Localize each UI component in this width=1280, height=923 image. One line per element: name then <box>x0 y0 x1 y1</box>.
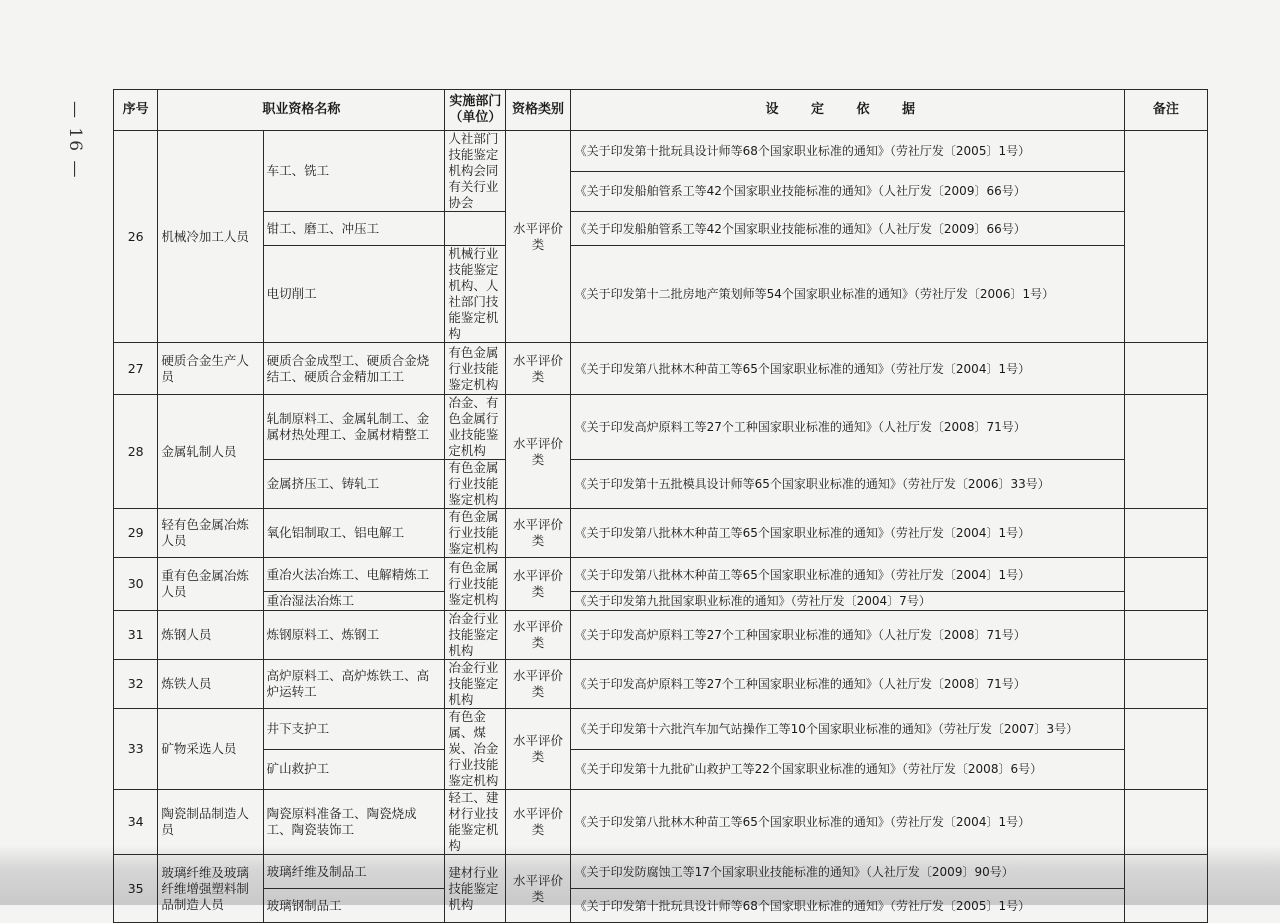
department: 冶金行业技能鉴定机构 <box>445 660 506 709</box>
department: 有色金属行业技能鉴定机构 <box>445 558 506 611</box>
row-number: 29 <box>114 509 158 558</box>
remark-cell <box>1124 855 1207 923</box>
qualification-name: 玻璃纤维及玻璃纤维增强塑料制品制造人员 <box>158 855 263 923</box>
qualification-category: 水平评价类 <box>506 790 570 855</box>
basis-document: 《关于印发第十批玩具设计师等68个国家职业标准的通知》（劳社厅发〔2005〕1号） <box>570 889 1124 923</box>
basis-document: 《关于印发第八批林木种苗工等65个国家职业标准的通知》（劳社厅发〔2004〕1号） <box>570 343 1124 395</box>
row-number: 27 <box>114 343 158 395</box>
basis-document: 《关于印发第十二批房地产策划师等54个国家职业标准的通知》（劳社厅发〔2006〕1号） <box>570 246 1124 343</box>
table-row <box>114 709 1208 750</box>
remark-cell <box>1124 709 1207 790</box>
remark-cell <box>1124 509 1207 558</box>
sub-occupation: 陶瓷原料准备工、陶瓷烧成工、陶瓷装饰工 <box>263 790 445 855</box>
header-name: 职业资格名称 <box>158 90 445 131</box>
basis-document: 《关于印发第八批林木种苗工等65个国家职业标准的通知》（劳社厅发〔2004〕1号） <box>570 790 1124 855</box>
qualification-category: 水平评价类 <box>506 611 570 660</box>
remark-cell <box>1124 558 1207 611</box>
sub-occupation: 玻璃纤维及制品工 <box>263 855 445 889</box>
basis-document: 《关于印发第九批国家职业标准的通知》（劳社厅发〔2004〕7号） <box>570 592 1124 611</box>
qualification-name: 重有色金属冶炼人员 <box>158 558 263 611</box>
table-row <box>114 592 1208 611</box>
qualification-table <box>113 89 1208 923</box>
department: 有色金属行业技能鉴定机构 <box>445 460 506 509</box>
page-number: — 16 — <box>65 100 85 180</box>
qualification-name: 陶瓷制品制造人员 <box>158 790 263 855</box>
row-number: 32 <box>114 660 158 709</box>
qualification-category: 水平评价类 <box>506 660 570 709</box>
sub-occupation: 玻璃钢制品工 <box>263 889 445 923</box>
sub-occupation: 电切削工 <box>263 246 445 343</box>
header-cat: 资格类别 <box>506 90 570 131</box>
table-row <box>114 889 1208 923</box>
row-number: 31 <box>114 611 158 660</box>
qualification-category: 水平评价类 <box>506 343 570 395</box>
row-number: 35 <box>114 855 158 923</box>
qualification-name: 矿物采选人员 <box>158 709 263 790</box>
table-row <box>114 509 1208 558</box>
sub-occupation: 硬质合金成型工、硬质合金烧结工、硬质合金精加工工 <box>263 343 445 395</box>
remark-cell <box>1124 790 1207 855</box>
sub-occupation: 矿山救护工 <box>263 749 445 790</box>
department: 有色金属、煤炭、冶金行业技能鉴定机构 <box>445 709 506 790</box>
qualification-category: 水平评价类 <box>506 709 570 790</box>
basis-document: 《关于印发防腐蚀工等17个国家职业技能标准的通知》（人社厅发〔2009〕90号） <box>570 855 1124 889</box>
row-number: 34 <box>114 790 158 855</box>
department: 建材行业技能鉴定机构 <box>445 855 506 923</box>
table-row <box>114 790 1208 855</box>
basis-document: 《关于印发高炉原料工等27个工种国家职业标准的通知》（人社厅发〔2008〕71号） <box>570 395 1124 460</box>
table-row <box>114 246 1208 343</box>
department: 冶金行业技能鉴定机构 <box>445 611 506 660</box>
basis-document: 《关于印发第十批玩具设计师等68个国家职业标准的通知》（劳社厅发〔2005〕1号） <box>570 131 1124 172</box>
basis-document: 《关于印发高炉原料工等27个工种国家职业标准的通知》（人社厅发〔2008〕71号） <box>570 611 1124 660</box>
table-row <box>114 395 1208 460</box>
sub-occupation: 车工、铣工 <box>263 131 445 212</box>
basis-document: 《关于印发第八批林木种苗工等65个国家职业标准的通知》（劳社厅发〔2004〕1号） <box>570 509 1124 558</box>
sub-occupation: 金属挤压工、铸轧工 <box>263 460 445 509</box>
sub-occupation: 氧化铝制取工、铝电解工 <box>263 509 445 558</box>
department: 轻工、建材行业技能鉴定机构 <box>445 790 506 855</box>
department: 有色金属行业技能鉴定机构 <box>445 509 506 558</box>
header-no: 序号 <box>114 90 158 131</box>
table-header-row <box>114 90 1208 131</box>
header-remark: 备注 <box>1124 90 1207 131</box>
sub-occupation: 高炉原料工、高炉炼铁工、高炉运转工 <box>263 660 445 709</box>
row-number: 33 <box>114 709 158 790</box>
department: 冶金、有色金属行业技能鉴定机构 <box>445 395 506 460</box>
qualification-name: 金属轧制人员 <box>158 395 263 509</box>
sub-occupation: 炼钢原料工、炼钢工 <box>263 611 445 660</box>
table-row <box>114 855 1208 889</box>
row-number: 30 <box>114 558 158 611</box>
basis-document: 《关于印发船舶管系工等42个国家职业技能标准的通知》（人社厅发〔2009〕66号） <box>570 212 1124 246</box>
qualification-name: 炼铁人员 <box>158 660 263 709</box>
table-row <box>114 460 1208 509</box>
remark-cell <box>1124 660 1207 709</box>
sub-occupation: 井下支护工 <box>263 709 445 750</box>
row-number: 28 <box>114 395 158 509</box>
remark-cell <box>1124 343 1207 395</box>
sub-occupation: 钳工、磨工、冲压工 <box>263 212 445 246</box>
department <box>445 212 506 246</box>
department: 有色金属行业技能鉴定机构 <box>445 343 506 395</box>
qualification-category: 水平评价类 <box>506 855 570 923</box>
qualification-name: 硬质合金生产人员 <box>158 343 263 395</box>
table-row <box>114 212 1208 246</box>
basis-document: 《关于印发第十九批矿山救护工等22个国家职业标准的通知》（劳社厅发〔2008〕6号） <box>570 749 1124 790</box>
table-row <box>114 558 1208 592</box>
table-row <box>114 131 1208 172</box>
basis-document: 《关于印发第十六批汽车加气站操作工等10个国家职业标准的通知》（劳社厅发〔2007〕3号） <box>570 709 1124 750</box>
basis-document: 《关于印发船舶管系工等42个国家职业技能标准的通知》（人社厅发〔2009〕66号） <box>570 171 1124 212</box>
qualification-category: 水平评价类 <box>506 131 570 343</box>
remark-cell <box>1124 611 1207 660</box>
row-number: 26 <box>114 131 158 343</box>
table-row <box>114 343 1208 395</box>
sub-occupation: 轧制原料工、金属轧制工、金属材热处理工、金属材精整工 <box>263 395 445 460</box>
qualification-name: 炼钢人员 <box>158 611 263 660</box>
qualification-category: 水平评价类 <box>506 509 570 558</box>
remark-cell <box>1124 131 1207 343</box>
department: 人社部门技能鉴定机构会同有关行业协会 <box>445 131 506 212</box>
basis-document: 《关于印发第十五批模具设计师等65个国家职业标准的通知》（劳社厅发〔2006〕33号） <box>570 460 1124 509</box>
table-row <box>114 749 1208 790</box>
header-dept: 实施部门（单位） <box>445 90 506 131</box>
basis-document: 《关于印发第八批林木种苗工等65个国家职业标准的通知》（劳社厅发〔2004〕1号） <box>570 558 1124 592</box>
department: 机械行业技能鉴定机构、人社部门技能鉴定机构 <box>445 246 506 343</box>
header-basis: 设 定 依 据 <box>570 90 1124 131</box>
sub-occupation: 重冶火法冶炼工、电解精炼工 <box>263 558 445 592</box>
table-body <box>114 131 1208 923</box>
qualification-category: 水平评价类 <box>506 395 570 509</box>
remark-cell <box>1124 395 1207 509</box>
table-row <box>114 660 1208 709</box>
qualification-category: 水平评价类 <box>506 558 570 611</box>
qualification-name: 机械冷加工人员 <box>158 131 263 343</box>
basis-document: 《关于印发高炉原料工等27个工种国家职业标准的通知》（人社厅发〔2008〕71号） <box>570 660 1124 709</box>
qualification-name: 轻有色金属冶炼人员 <box>158 509 263 558</box>
table-row <box>114 611 1208 660</box>
sub-occupation: 重冶湿法冶炼工 <box>263 592 445 611</box>
